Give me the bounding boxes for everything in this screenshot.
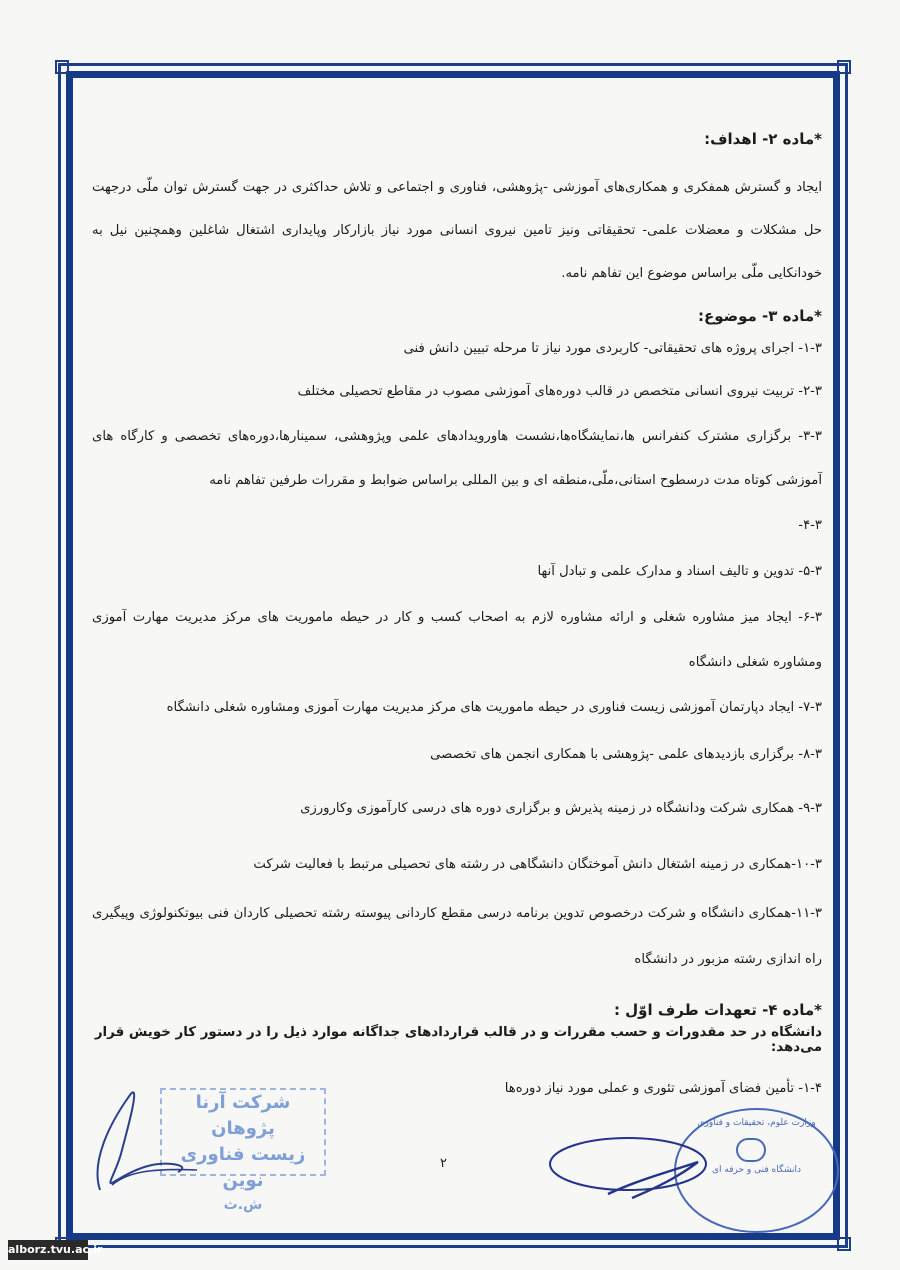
stamp-line-1: شرکت آرنا پژوهان xyxy=(195,1092,291,1139)
list-item: ۴-۳- xyxy=(798,518,822,533)
article-2-body: ایجاد و گسترش همفکری و همکاری‌های آموزشی -پژوهشی، فناوری و اجتماعی و تلاش حداکثری در جهت گسترش توان ملّی درجهت حل مشکلات و معضلات علمی- تحقیقاتی ونیز تامین نیروی انسانی مورد نیاز بازارکار وپایداری اشتغال شاغلین وهمچنین نیل به خودانکایی ملّی براساس موضوع این تفاهم نامه. xyxy=(92,180,822,281)
stamp-line-2: زیست فناوری نوین xyxy=(180,1144,306,1191)
site-watermark: alborz.tvu.ac.ir xyxy=(8,1240,88,1260)
list-item: ۱۰-۳-همکاری در زمینه اشتغال دانش آموختگان دانشگاهی در رشته های تحصیلی مرتبط با فعالیت شرکت xyxy=(253,857,822,872)
signature-left xyxy=(82,1080,202,1200)
article-4-intro: دانشگاه در حد مقدورات و حسب مقررات و در قالب قراردادهای جداگانه موارد ذیل را در دستور کار خویش قرار می‌دهد: xyxy=(94,1025,822,1055)
corner-ornament-top-left xyxy=(55,60,69,74)
list-item: ۱-۳- اجرای پروژه های تحقیقاتی- کاربردی مورد نیاز تا مرحله تبیین دانش فنی xyxy=(403,341,822,356)
list-item: ۸-۳- برگزاری بازدیدهای علمی -پژوهشی با همکاری انجمن های تخصصی xyxy=(430,747,822,762)
list-item: ۵-۳- تدوین و تالیف اسناد و مدارک علمی و تبادل آنها xyxy=(537,564,822,579)
list-item: ۶-۳- ایجاد میز مشاوره شغلی و ارائه مشاوره لازم به اصحاب کسب و کار در حیطه ماموریت های مرکز مدیریت مهارت آموزی ومشاوره شغلی دانشگاه xyxy=(92,610,822,670)
seal-arc-text: وزارت علوم، تحقیقات و فناوری xyxy=(697,1118,816,1128)
article-3-heading: *ماده ۳- موضوع: xyxy=(698,307,822,325)
list-item: ۲-۳- تربیت نیروی انسانی متخصص در قالب دوره‌های آموزشی مصوب در مقاطع تحصیلی مختلف xyxy=(297,384,822,399)
page-number: ۲ xyxy=(440,1156,447,1171)
list-item: ۳-۳- برگزاری مشترک کنفرانس ها،نمایشگاه‌ها،نشست هاورویدادهای علمی وپژوهشی، سمینارها،دوره‌های تخصصی و کارگاه های آموزشی کوتاه مدت درسطوح استانی،ملّی،منطقه ای و بین المللی براساس ضوابط و مقررات طرفین تفاهم نامه xyxy=(92,429,822,488)
list-item: ۱۱-۳-همکاری دانشگاه و شرکت درخصوص تدوین برنامه درسی مقطع کاردانی پیوسته رشته تحصیلی کاردان فنی بیوتکنولوژی وپیگیری راه اندازی رشته مزبور در دانشگاه xyxy=(92,906,822,967)
signature-right xyxy=(548,1132,718,1207)
list-item: ۹-۳- همکاری شرکت ودانشگاه در زمینه پذیرش و برگزاری دوره های درسی کارآموزی وکارورزی xyxy=(300,801,822,816)
seal-logo-icon xyxy=(736,1138,766,1162)
seal-center-text: دانشگاه فنی و حرفه ای xyxy=(712,1165,801,1175)
corner-ornament-bottom-right xyxy=(837,1237,851,1251)
corner-ornament-top-right xyxy=(837,60,851,74)
article-2-heading: *ماده ۲- اهداف: xyxy=(704,130,822,148)
article-4-item-1: ۱-۴- تأمین فضای آموزشی تئوری و عملی مورد نیاز دوره‌ها xyxy=(504,1081,822,1096)
list-item: ۷-۳- ایجاد دپارتمان آموزشی زیست فناوری در حیطه ماموریت های مرکز مدیریت مهارت آموزی ومشاوره شغلی دانشگاه xyxy=(166,700,822,715)
stamp-line-3: ش.ث xyxy=(223,1197,263,1213)
document-body xyxy=(92,130,822,1130)
article-3-item-list xyxy=(92,329,822,983)
article-4-heading: *ماده ۴- تعهدات طرف اوّل : xyxy=(613,1001,822,1019)
